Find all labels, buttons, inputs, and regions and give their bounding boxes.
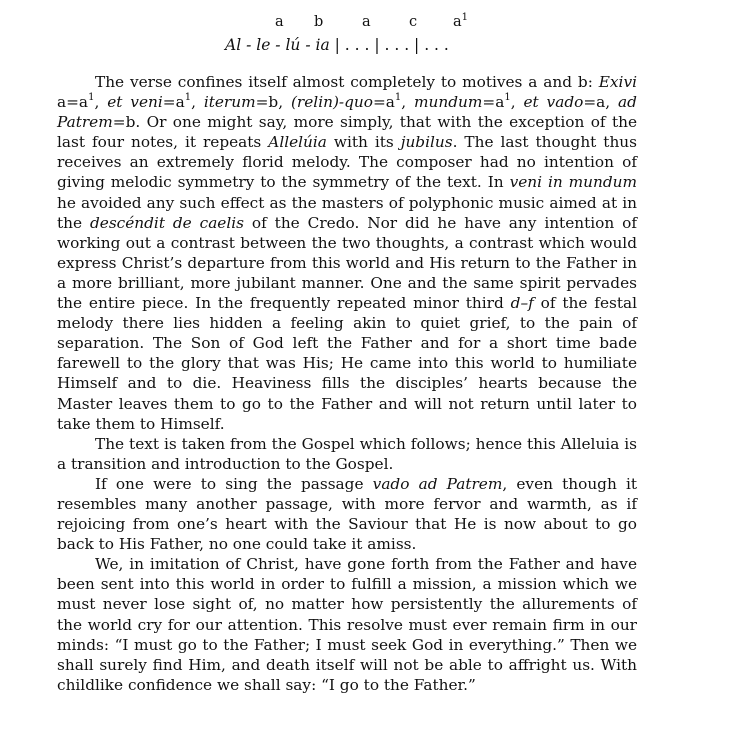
motif-letter: $a^1$ xyxy=(453,12,469,30)
paragraph-3: If one were to sing the passage vado ad Patrem, even though it resembles many another passage, with more fervor and warmth, as if rejoicing from one’s heart with the Saviour that He is now about to go back to His Father, no one could take it amiss. xyxy=(57,474,637,554)
motif-letter: b xyxy=(314,14,324,30)
paragraph-1: The verse confines itself almost completely to motives a and b: Exivi $a=a^1$, et $veni=a^1$, iterum=b, $(relin)-quo=a^1$, $mundum=a^1$, et vado=a, ad Patrem=b. Or one might say, more simply, that with the exception of the last four notes, it repeats Allelúia with its jubilus. The last thought thus receives an extremely florid melody. The composer had no intention of giving melodic symmetry to the symmetry of the text. In veni in mundum he avoided any such effect as the masters of polyphonic music aimed at in the descéndit de caelis of the Credo. Nor did he have any intention of working out a contrast between the two thoughts, a contrast which would express Christ’s departure from this world and His return to the Father in a more brilliant, more jubilant manner. One and the same spirit pervades the entire piece. In the frequently repeated minor third d–f of the festal melody there lies hidden a feeling akin to quiet grief, to the pain of separation. The Son of God left the Father and for a short time bade farewell to the glory that was His; He came into this world to humiliate Himself and to die. Heaviness fills the disciples’ hearts because the Master leaves them to go to the Father and will not return until later to take them to Himself. xyxy=(57,73,638,433)
page-body xyxy=(57,10,637,695)
alleluia-tail: | . . . | . . . | . . . xyxy=(329,36,449,54)
motif-letter: c xyxy=(409,14,418,30)
paragraph-4: We, in imitation of Christ, have gone forth from the Father and have been sent into this world in order to fulfill a mission, a mission which we must never lose sight of, no matter how persistently the allurements of the world cry for our attention. This resolve must ever remain firm in our minds: “I must go to the Father; I must seek God in everything.” Then we shall surely find Him, and death itself will not be able to affright us. With childlike confidence we shall say: “I go to the Father.” xyxy=(57,555,637,694)
alleluia-syllables-line xyxy=(225,36,449,54)
motif-diagram xyxy=(57,10,637,58)
motif-letter: a xyxy=(362,14,371,30)
motif-letters xyxy=(57,14,637,32)
motif-letter: a xyxy=(275,14,284,30)
paragraph-2: The text is taken from the Gospel which follows; hence this Alleluia is a transition and introduction to the Gospel. xyxy=(57,434,637,473)
alleluia-syllables: Al - le - lú - ia xyxy=(225,36,330,54)
